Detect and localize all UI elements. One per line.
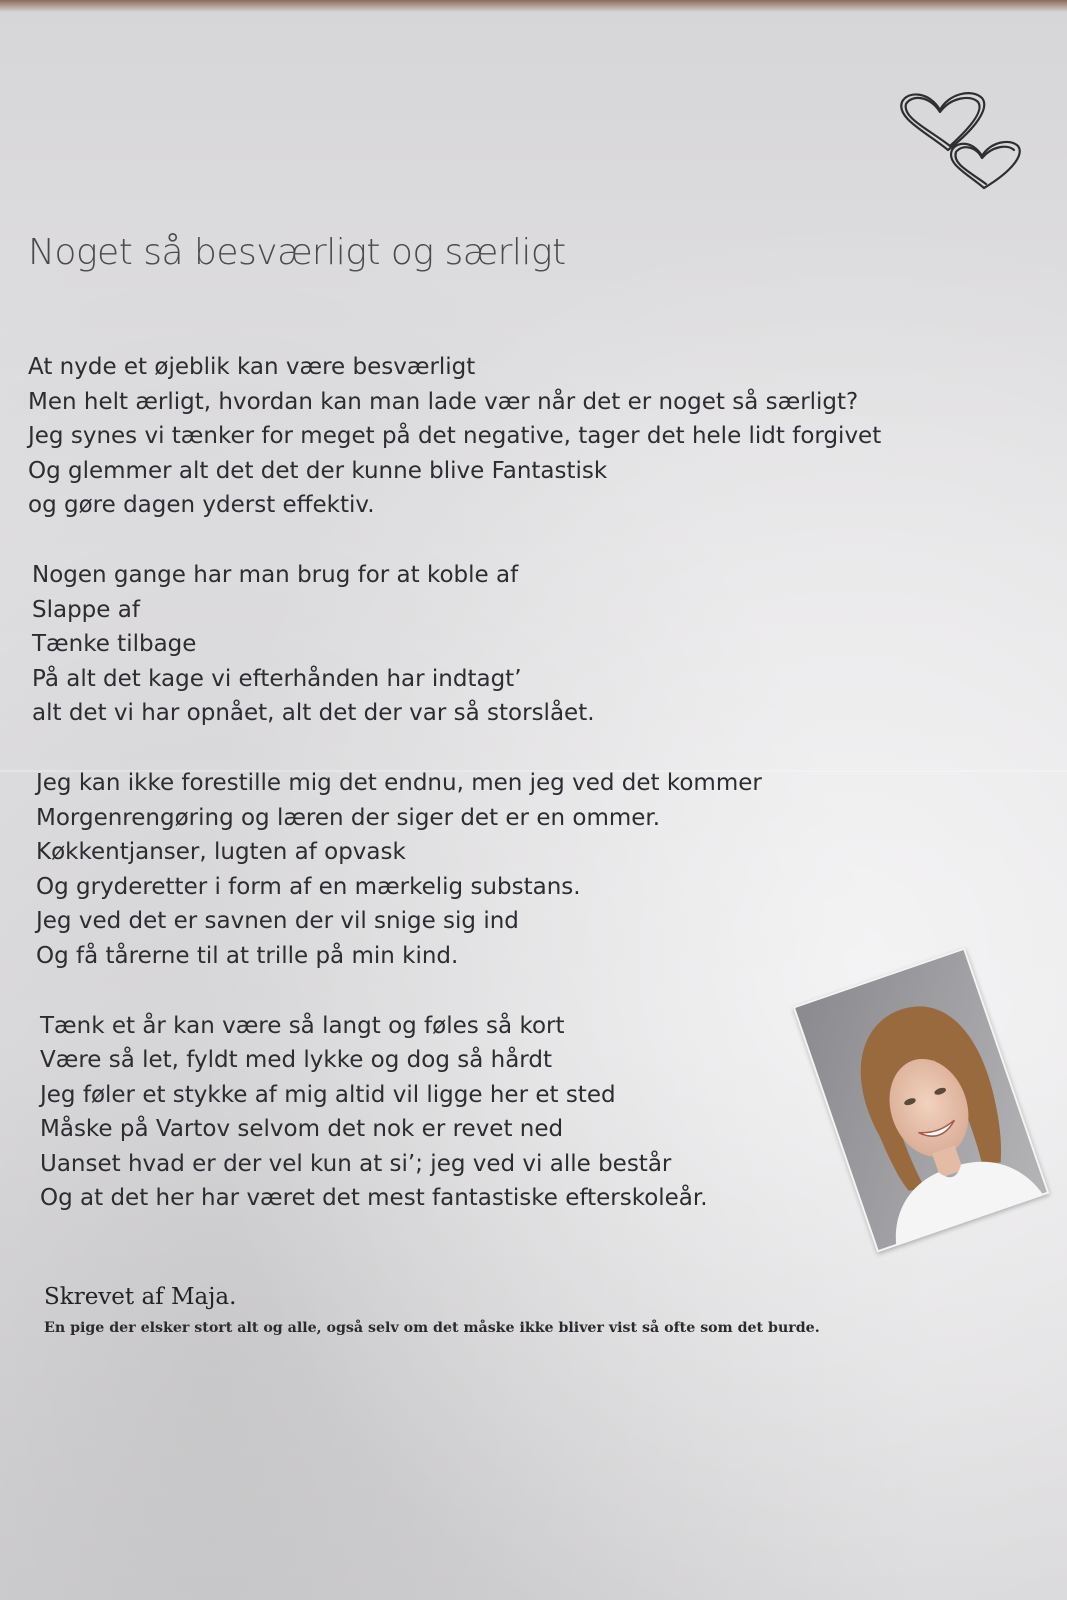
hand-drawn-hearts-icon <box>896 88 1056 198</box>
poem-line: Jeg føler et stykke af mig altid vil ligge her et sted <box>40 1081 616 1108</box>
poem-line: Jeg kan ikke forestille mig det endnu, men jeg ved det kommer <box>36 769 762 796</box>
poem-line: Slappe af <box>32 596 140 623</box>
poem-line: Og få tårerne til at trille på min kind. <box>36 942 459 969</box>
stanza <box>28 1009 928 1217</box>
stanza <box>28 766 928 974</box>
poem-line: Jeg ved det er savnen der vil snige sig ind <box>36 908 519 935</box>
poem-line: Og gryderetter i form af en mærkelig substans. <box>36 873 581 900</box>
poem-line: Være så let, fyldt med lykke og dog så hårdt <box>40 1047 552 1074</box>
author-note: En pige der elsker stort alt og alle, også selv om det måske ikke bliver vist så ofte som det burde. <box>44 1320 820 1336</box>
poem-line: alt det vi har opnået, alt det der var så storslået. <box>32 700 595 727</box>
stanza <box>28 350 928 523</box>
poem-line: Køkkentjanser, lugten af opvask <box>36 839 406 866</box>
poem-body <box>28 350 928 1251</box>
poem-line: På alt det kage vi efterhånden har indtagt’ <box>32 665 522 692</box>
poem-line: Men helt ærligt, hvordan kan man lade vær når det er noget så særligt? <box>28 388 859 415</box>
poem-line: Jeg synes vi tænker for meget på det negative, tager det hele lidt forgivet <box>28 423 882 450</box>
poem-line: Morgenrengøring og læren der siger det er en ommer. <box>36 804 661 831</box>
paper-top-edge <box>0 0 1067 12</box>
poem-line: og gøre dagen yderst effektiv. <box>28 492 375 519</box>
poem-title: Noget så besværligt og særligt <box>28 232 566 273</box>
poem-line: Nogen gange har man brug for at koble af <box>32 561 519 588</box>
poem-line: At nyde et øjeblik kan være besværligt <box>28 354 476 380</box>
poem-line: Tænke tilbage <box>32 631 197 658</box>
stanza <box>28 558 928 731</box>
poem-line: Og at det her har været det mest fantastiske efterskoleår. <box>40 1185 708 1212</box>
poem-line: Og glemmer alt det det der kunne blive Fantastisk <box>28 457 608 484</box>
poem-line: Uanset hvad er der vel kun at si’; jeg ved vi alle består <box>40 1150 672 1177</box>
poem-line: Tænk et år kan være så langt og føles så kort <box>40 1012 565 1039</box>
poem-line: Måske på Vartov selvom det nok er revet ned <box>40 1116 564 1143</box>
signature: Skrevet af Maja. <box>44 1284 237 1310</box>
